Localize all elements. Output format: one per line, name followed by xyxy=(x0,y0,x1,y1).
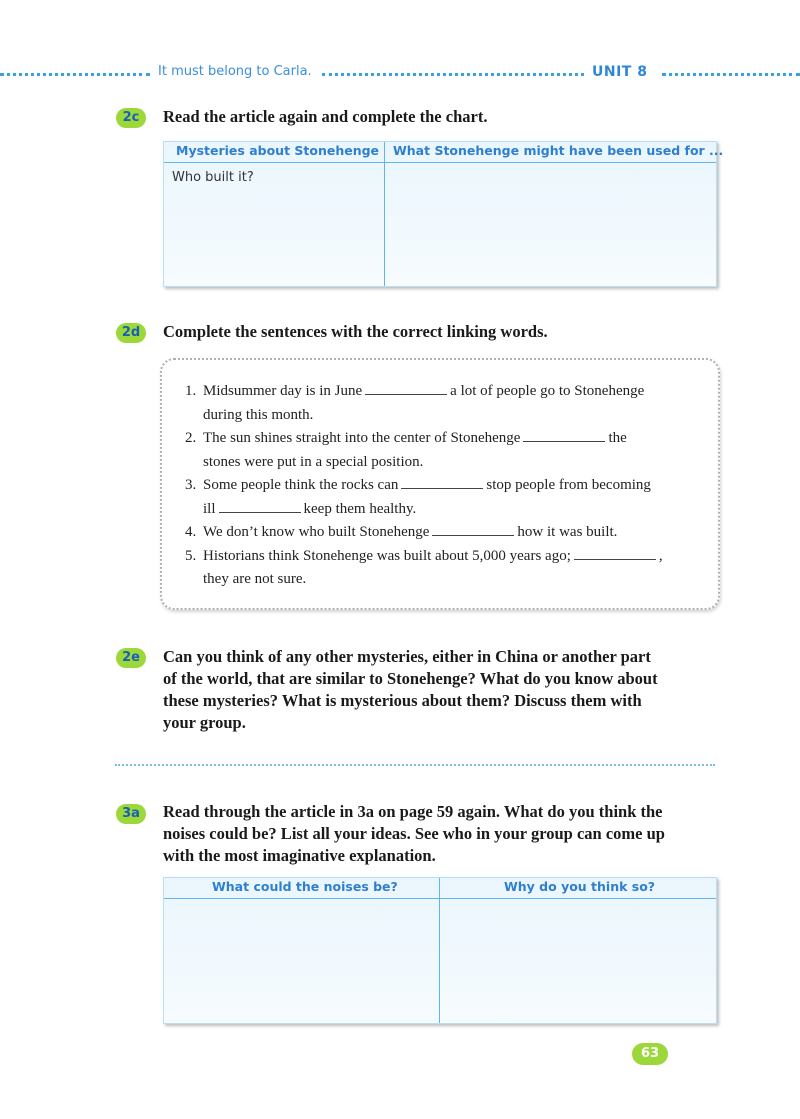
sentence-text: keep them healthy. xyxy=(303,500,417,517)
section-divider xyxy=(115,764,715,766)
sentence-number: 4. xyxy=(185,524,197,540)
sentence-text: a lot of people go to Stonehenge xyxy=(450,383,645,399)
page-number: 63 xyxy=(632,1043,668,1065)
instruction-line: Can you think of any other mysteries, either in China or another part xyxy=(163,647,651,666)
chart-column-header: What Stonehenge might have been used for ... xyxy=(393,143,724,158)
chart-cell-answer[interactable] xyxy=(392,170,708,278)
instruction-2e xyxy=(163,646,658,734)
sentence-text: during this month. xyxy=(203,406,314,423)
chart-column-divider xyxy=(439,878,440,1023)
answer-blank[interactable] xyxy=(401,476,483,489)
answer-blank[interactable] xyxy=(523,429,605,442)
chart-cell: Who built it? xyxy=(172,170,254,185)
section-badge-2c: 2c xyxy=(116,108,146,128)
header-dotted-rule-left xyxy=(0,73,150,76)
stonehenge-chart xyxy=(163,141,724,287)
sentence-text: The sun shines straight into the center of Stonehenge xyxy=(203,430,521,446)
chart-column-header: Why do you think so? xyxy=(504,879,656,894)
answer-blank[interactable] xyxy=(432,523,514,536)
instruction-line: with the most imaginative explanation. xyxy=(163,846,436,865)
header-dotted-rule-right xyxy=(662,73,800,76)
answer-blank[interactable] xyxy=(219,500,301,513)
sentence-text: the xyxy=(608,430,627,446)
chart-cell-answer[interactable] xyxy=(170,904,432,1016)
sentence-text: Some people think the rocks can xyxy=(203,477,399,493)
sentence-text: stop people from becoming xyxy=(486,477,651,493)
sentence-number: 2. xyxy=(185,430,197,446)
instruction-line: noises could be? List all your ideas. See who in your group can come up xyxy=(163,824,665,843)
sentence-list xyxy=(185,380,705,592)
sentence-text: , xyxy=(658,547,663,564)
sentence-text: We don’t know who built Stonehenge xyxy=(203,524,430,540)
sentence-item xyxy=(185,380,705,427)
sentence-text: ill xyxy=(203,500,216,517)
unit-label: UNIT 8 xyxy=(592,64,648,80)
chart-column-header: Mysteries about Stonehenge xyxy=(176,143,380,158)
instruction-line: of the world, that are similar to Stonehenge? What do you know about xyxy=(163,669,658,688)
answer-blank[interactable] xyxy=(365,382,447,395)
instruction-line: these mysteries? What is mysterious about them? Discuss them with xyxy=(163,691,642,710)
sentence-item xyxy=(185,545,705,592)
chart-cell-answer[interactable] xyxy=(446,904,708,1016)
sentence-item xyxy=(185,474,705,521)
sentence-text: Historians think Stonehenge was built about 5,000 years ago; xyxy=(203,547,571,564)
instruction-2d: Complete the sentences with the correct linking words. xyxy=(163,322,548,341)
sentence-text: stones were put in a special position. xyxy=(203,453,424,470)
section-badge-2e: 2e xyxy=(116,648,146,668)
noises-chart xyxy=(163,877,717,1024)
unit-title: It must belong to Carla. xyxy=(158,64,312,79)
sentence-text: how it was built. xyxy=(517,524,618,540)
header-dotted-rule-middle xyxy=(322,73,584,76)
instruction-line: your group. xyxy=(163,713,246,732)
sentence-number: 3. xyxy=(185,477,197,493)
chart-column-header: What could the noises be? xyxy=(212,879,398,894)
instruction-line: Read through the article in 3a on page 59 again. What do you think the xyxy=(163,802,663,821)
sentence-text: Midsummer day is in June xyxy=(203,383,363,399)
sentence-item xyxy=(185,521,705,545)
answer-blank[interactable] xyxy=(574,547,656,560)
instruction-3a xyxy=(163,801,665,867)
instruction-2c: Read the article again and complete the chart. xyxy=(163,107,488,126)
sentence-number: 1. xyxy=(185,383,197,399)
sentence-item xyxy=(185,427,705,474)
section-badge-2d: 2d xyxy=(116,323,146,343)
section-badge-3a: 3a xyxy=(116,804,146,824)
chart-column-divider xyxy=(384,142,385,286)
sentence-number: 5. xyxy=(185,547,197,564)
sentence-text: they are not sure. xyxy=(203,571,307,587)
